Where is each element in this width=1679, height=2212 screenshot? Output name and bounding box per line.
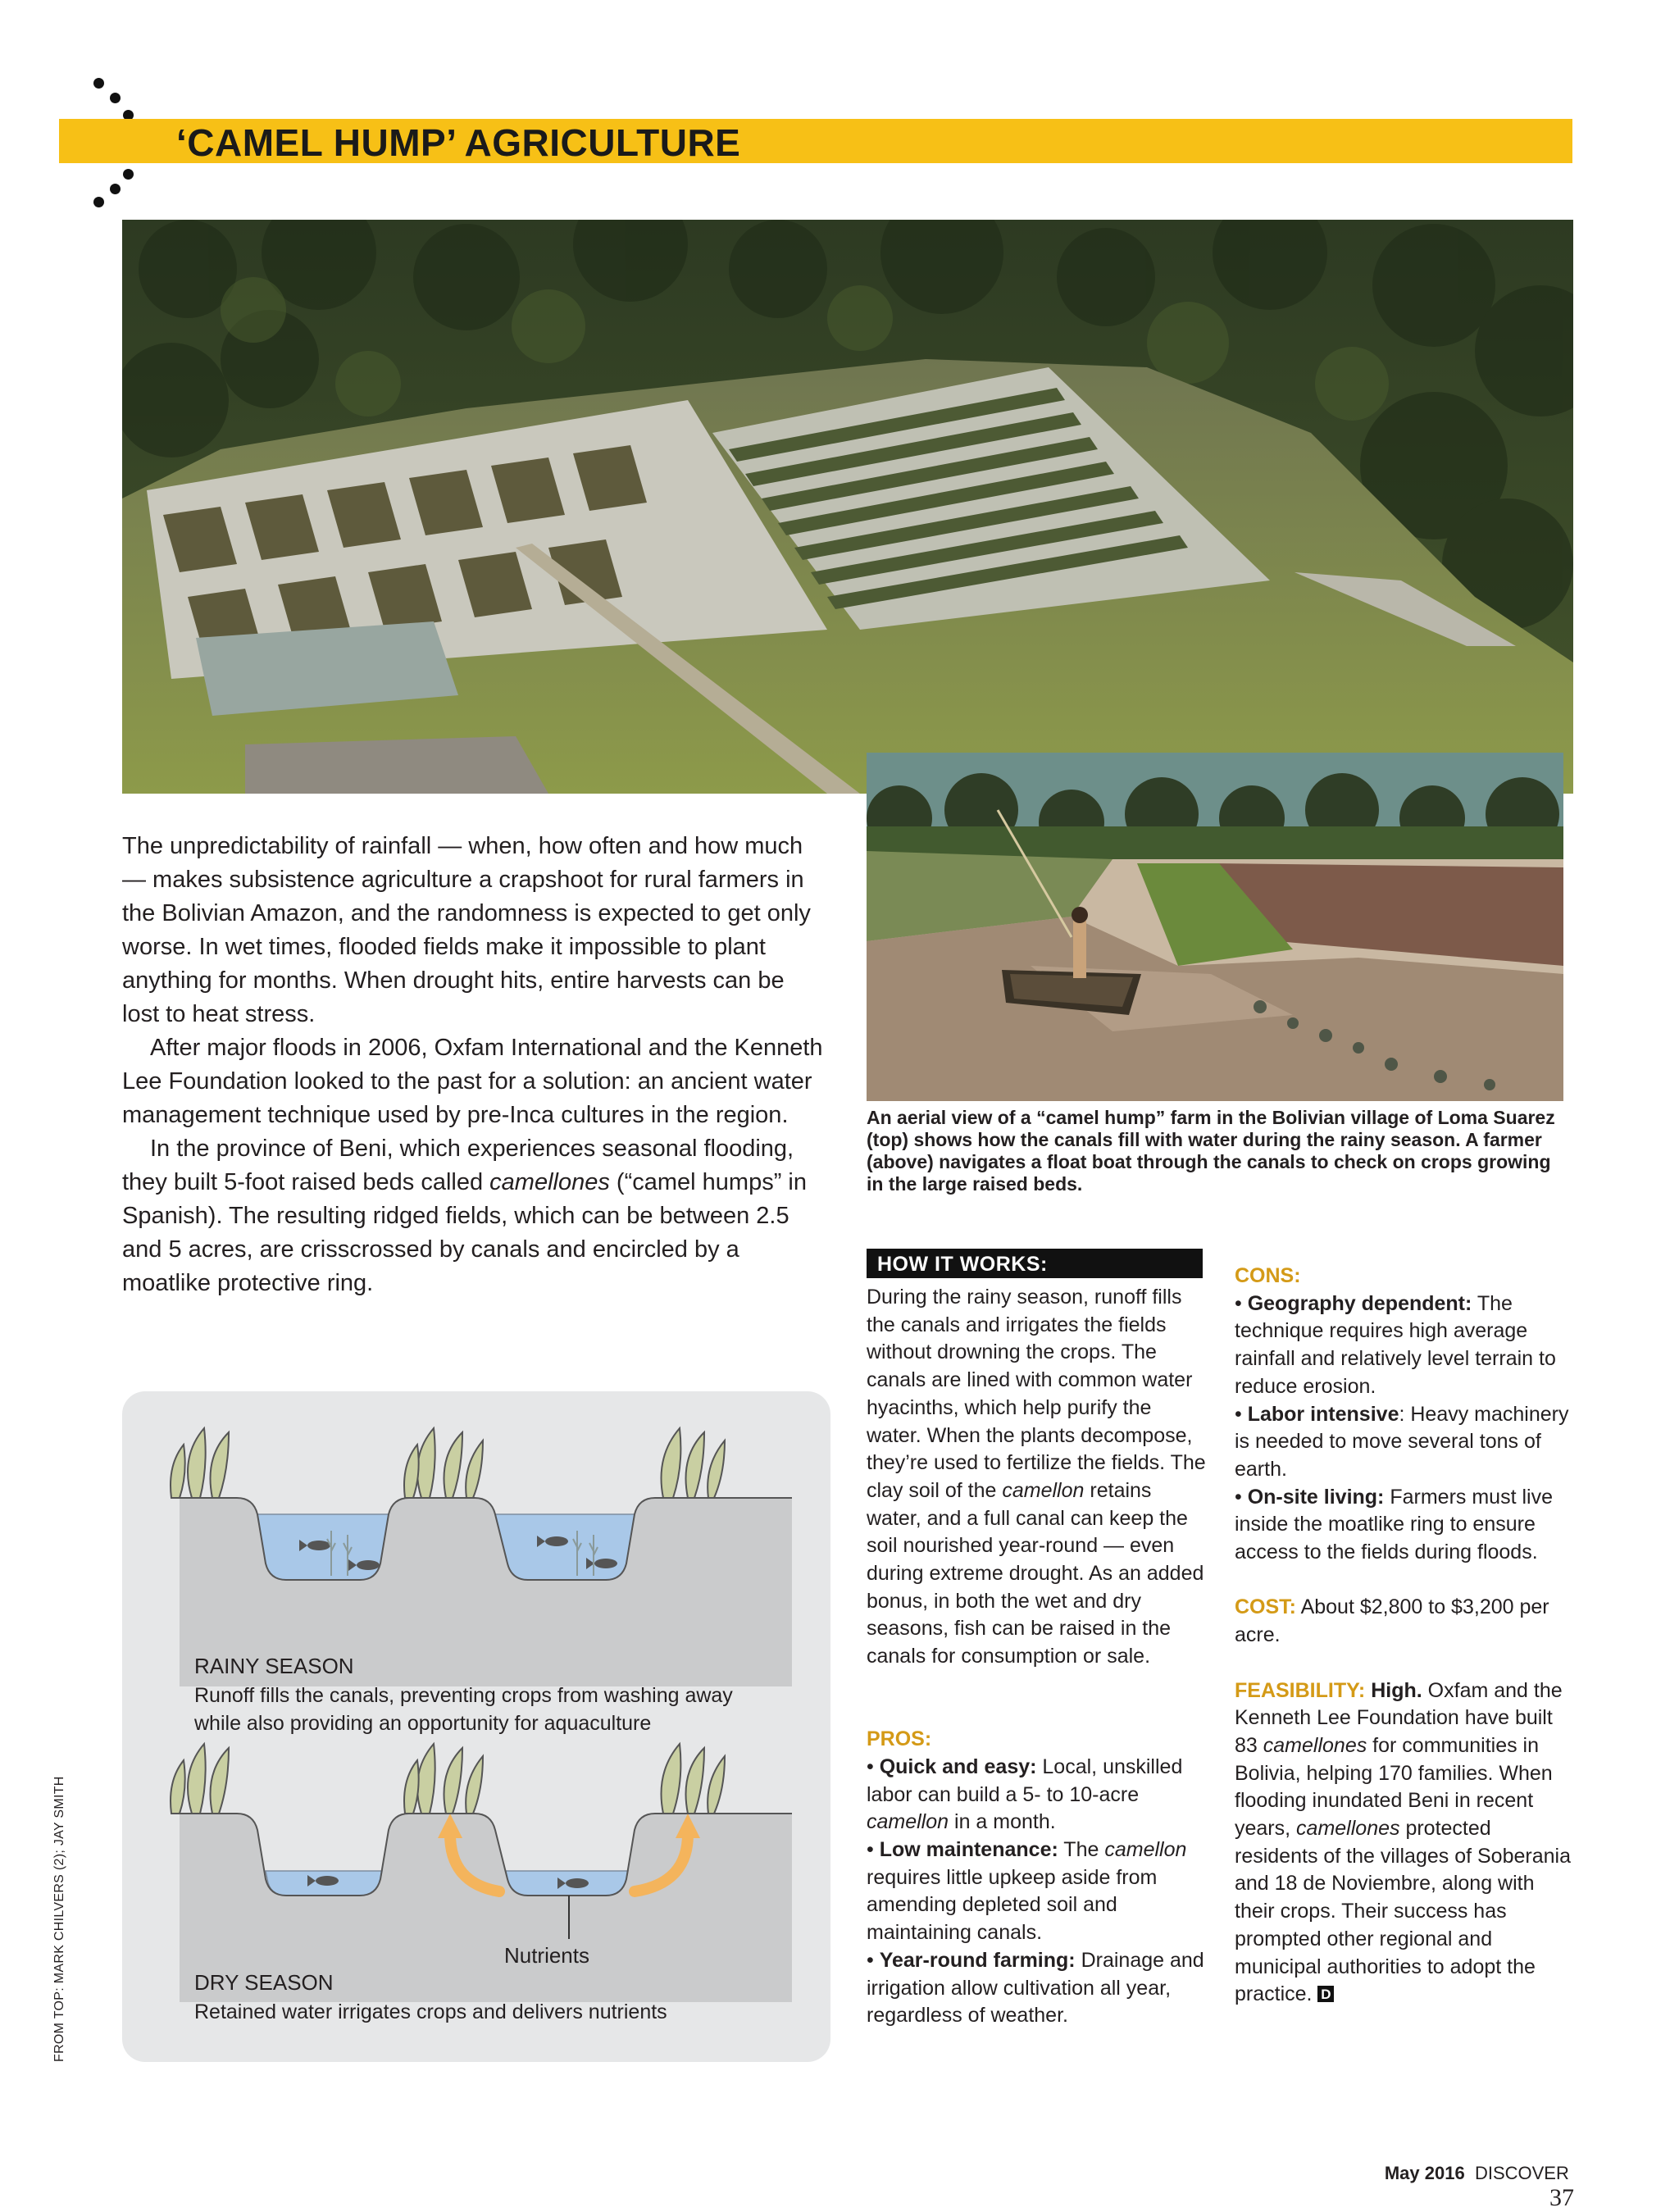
cons-item-3: • On-site living: Farmers must live inside the moatlike ring to ensure access to the fields during floods.	[1235, 1485, 1553, 1564]
feasibility-rating: High.	[1371, 1678, 1422, 1702]
farmer-boat-photo	[867, 753, 1563, 1101]
pros-item-2-label: Low maintenance:	[879, 1838, 1058, 1862]
how-it-works-text	[867, 1284, 1211, 1671]
cons-item-2-text: : Heavy machinery is needed to move several tons of earth.	[1235, 1402, 1569, 1481]
paragraph-2: After major floods in 2006, Oxfam International and the Kenneth Lee Foundation looked to the past for a solution: an ancient water management technique used by pre-Inca cultures in the region.	[122, 1035, 823, 1128]
how-it-works-title: HOW IT WORKS:	[877, 1253, 1048, 1276]
photo-caption: An aerial view of a “camel hump” farm in the Bolivian village of Loma Suarez (top) shows how the canals fill with water during the rainy season. A farmer (above) navigates a float boat through the canals to check on crops growing in the large raised beds.	[867, 1107, 1555, 1195]
dry-season-label: DRY SEASON	[194, 1970, 334, 1995]
how-it-works-text-2: retains water, and a full canal can keep the soil nourished year-round — even during extreme drought. As an added bonus, in both the wet and dry seasons, fish can be raised in the canals for consumption or sale.	[867, 1478, 1204, 1668]
page-footer	[1361, 2163, 1574, 2212]
rainy-season-terrain	[171, 1428, 792, 1686]
cost-section	[1235, 1594, 1571, 1649]
page-title: ‘CAMEL HUMP’ AGRICULTURE	[176, 121, 741, 164]
rainy-season-caption-line-1: Runoff fills the canals, preventing crops from washing away	[194, 1684, 733, 1707]
pros-item-2-text-b: requires little upkeep aside from amending depleted soil and maintaining canals.	[867, 1865, 1158, 1945]
camellones-term: camellones	[489, 1169, 610, 1195]
pros-item-3: • Year-round farming: Drainage and irrigation allow cultivation all year, regardless of weather.	[867, 1948, 1204, 2028]
pros-item-2: • Low maintenance: The camellon requires little upkeep aside from amending depleted soil and maintaining canals.	[867, 1838, 1187, 1945]
pros-item-1: • Quick and easy: Local, unskilled labor can build a 5- to 10-acre camellon in a month.	[867, 1755, 1183, 1834]
photo-credit: FROM TOP: MARK CHILVERS (2); JAY SMITH	[52, 1776, 66, 2062]
dry-season-caption: Retained water irrigates crops and delivers nutrients	[194, 2000, 667, 2023]
how-it-works-text-1: During the rainy season, runoff fills the canals and irrigates the fields without drowning the crops. The canals are lined with common water hyacinths, which help purify the water. When the plants decompose, they’re used to fertilize the fields. The clay soil of the	[867, 1286, 1206, 1502]
cons-item-2-label: Labor intensive	[1247, 1402, 1399, 1426]
feasibility-italic-2: camellones	[1296, 1817, 1400, 1841]
camellon-diagram	[122, 1391, 830, 2062]
pros-item-1-italic: camellon	[867, 1810, 949, 1834]
how-it-works-column	[867, 1284, 1211, 2030]
feasibility-title: FEASIBILITY:	[1235, 1678, 1366, 1702]
pros-title: PROS:	[867, 1727, 932, 1751]
page-number: 37	[1549, 2184, 1574, 2211]
dry-season-terrain	[171, 1744, 792, 2002]
cost-title: COST:	[1235, 1595, 1296, 1619]
pros-item-1-text-b: in a month.	[954, 1810, 1056, 1834]
pros-item-2-italic: camellon	[1104, 1838, 1187, 1862]
nutrients-label: Nutrients	[503, 1943, 589, 1968]
paragraph-3	[122, 1132, 823, 1300]
feasibility-text-1: Oxfam and the Kenneth Lee Foundation have built 83	[1235, 1678, 1563, 1757]
cons-item-3-text: Farmers must live inside the moatlike ring to ensure access to the fields during floods.	[1235, 1485, 1553, 1564]
camellon-term: camellon	[1002, 1478, 1085, 1502]
pros-item-1-label: Quick and easy:	[879, 1755, 1037, 1778]
article-body	[122, 830, 823, 1300]
feasibility-italic-1: camellones	[1263, 1733, 1367, 1757]
discover-end-mark-icon: D	[1317, 1986, 1334, 2002]
paragraph-3-start: In the province of Beni, which experiences seasonal flooding, they built 5-foot raised beds called	[122, 1136, 794, 1195]
paragraph-3-end: (“camel humps” in Spanish). The resulting ridged fields, which can be between 2.5 and 5 acres, are crisscrossed by canals and encircled by a moatlike protective ring.	[122, 1169, 807, 1296]
feasibility-section	[1235, 1677, 1571, 2009]
cons-item-3-label: On-site living:	[1247, 1485, 1385, 1509]
rainy-season-caption-line-2: while also providing an opportunity for aquaculture	[194, 1712, 652, 1735]
pros-item-3-label: Year-round farming:	[879, 1948, 1076, 1972]
cost-text: About $2,800 to $3,200 per acre.	[1235, 1595, 1549, 1647]
cons-item-1: • Geography dependent: The technique requires high average rainfall and relatively level terrain to reduce erosion.	[1235, 1291, 1556, 1398]
pros-item-3-text: Drainage and irrigation allow cultivation all year, regardless of weather.	[867, 1948, 1204, 2028]
rainy-season-label: RAINY SEASON	[194, 1654, 354, 1678]
cons-item-1-label: Geography dependent:	[1247, 1291, 1472, 1315]
evaluation-column	[1235, 1263, 1571, 2009]
footer-date: May 2016	[1384, 2163, 1465, 2183]
footer-magazine: DISCOVER	[1474, 2163, 1569, 2183]
feasibility-text-2: for communities in Bolivia, helping 170 families. When flooding inundated Beni in recent years,	[1235, 1733, 1553, 1841]
pros-item-2-text-a: The	[1063, 1838, 1099, 1862]
cons-title: CONS:	[1235, 1264, 1301, 1287]
feasibility-text-3: protected residents of the villages of Soberania and 18 de Noviembre, along with their crops. Their success has prompted other regional and municipal authorities to adopt the practice.	[1235, 1817, 1571, 2006]
cons-item-2: • Labor intensive: Heavy machinery is needed to move several tons of earth.	[1235, 1402, 1569, 1481]
aerial-farm-photo	[122, 220, 1573, 794]
pros-item-1-text-a: Local, unskilled labor can build a 5- to 10-acre	[867, 1755, 1183, 1806]
cons-item-1-text: The technique requires high average rainfall and relatively level terrain to reduce erosion.	[1235, 1291, 1556, 1398]
paragraph-1: The unpredictability of rainfall — when, how often and how much — makes subsistence agriculture a crapshoot for rural farmers in the Bolivian Amazon, and the randomness is expected to get only worse. In wet times, flooded fields make it impossible to plant anything for months. When drought hits, entire harvests can be lost to heat stress.	[122, 833, 811, 1027]
